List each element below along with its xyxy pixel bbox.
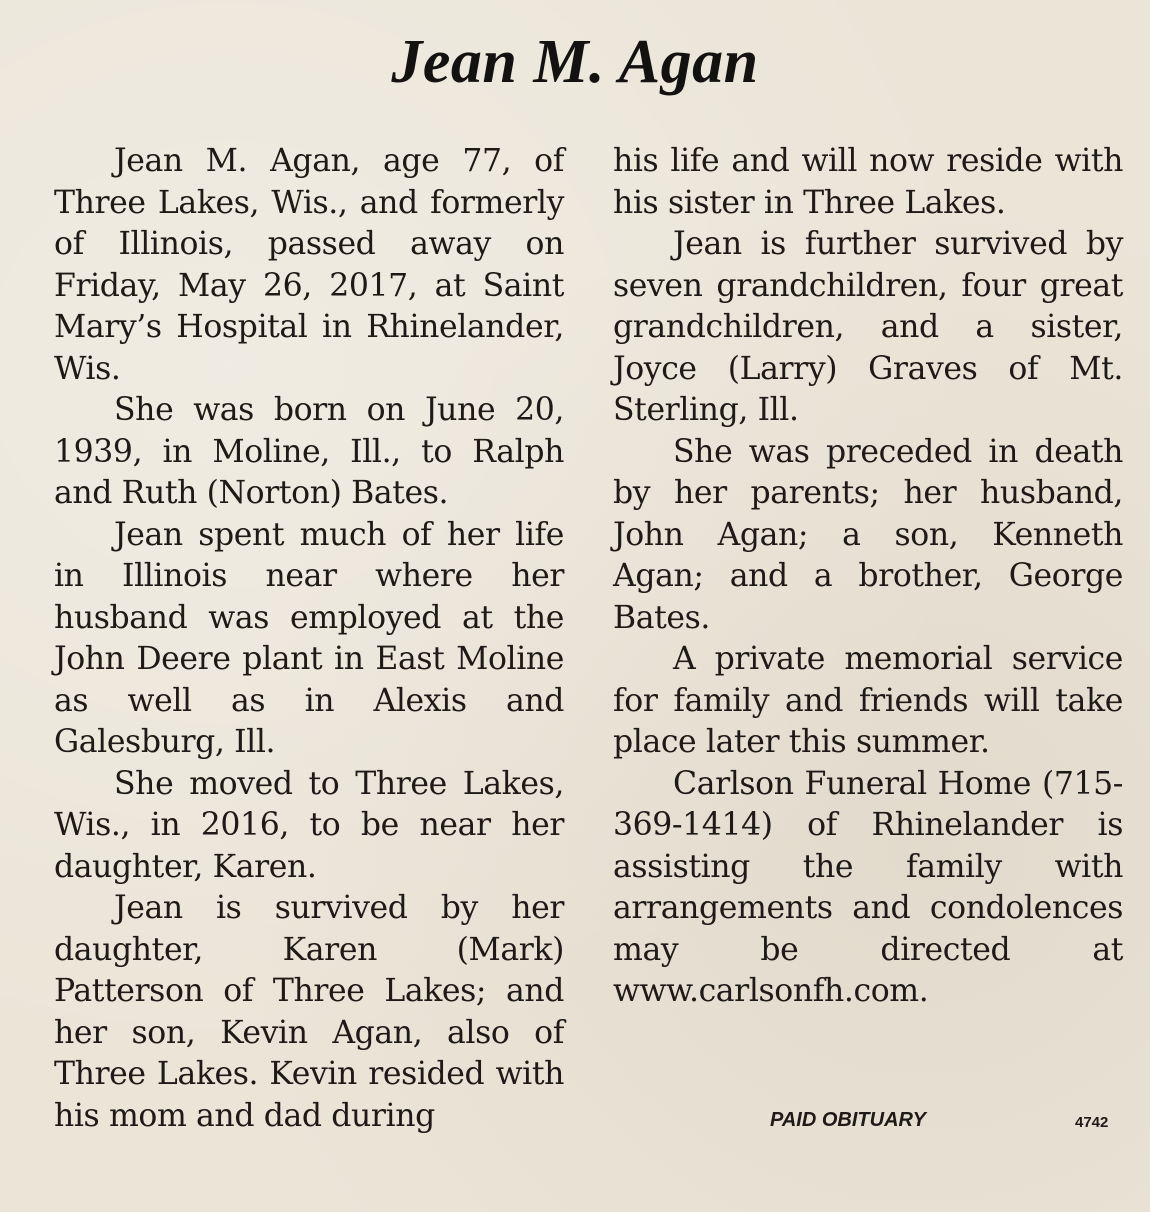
obituary-title: Jean M. Agan xyxy=(391,28,759,96)
right-column xyxy=(613,141,1123,1013)
paragraph-continued: his life and will now reside with his sister in Three Lakes. xyxy=(613,143,1123,221)
paragraph-moved: She moved to Three Lakes, Wis., in 2016, to be near her daughter, Karen. xyxy=(54,765,564,885)
paragraph-funeral-home: Carlson Funeral Home (715-369-1414) of Rhinelander is assisting the family with arrangements and condolences may be directed at www.carlsonfh.com. xyxy=(613,765,1123,1009)
paragraph-preceded: She was preceded in death by her parents; her husband, John Agan; a son, Kenneth Agan; and a brother, George Bates. xyxy=(613,433,1123,636)
paragraph-survived-by: Jean is survived by her daughter, Karen (Mark) Patterson of Three Lakes; and her son, Kevin Agan, also of Three Lakes. Kevin resided with his mom and dad during xyxy=(54,890,564,1134)
left-column xyxy=(54,141,564,1137)
paragraph-life-illinois: Jean spent much of her life in Illinois near where her husband was employed at the John Deere plant in East Moline as well as in Alexis and Galesburg, Ill. xyxy=(54,516,564,760)
paragraph-further-survived: Jean is further survived by seven grandchildren, four great grandchildren, and a sister, Joyce (Larry) Graves of Mt. Sterling, Ill. xyxy=(613,226,1123,428)
paragraph-death-notice: Jean M. Agan, age 77, of Three Lakes, Wis., and formerly of Illinois, passed away on Friday, May 26, 2017, at Saint Mary’s Hospital in Rhinelander, Wis. xyxy=(54,143,564,387)
paragraph-memorial: A private memorial service for family and friends will take place later this summer. xyxy=(613,641,1123,760)
ad-code: 4742 xyxy=(1075,1114,1109,1131)
paragraph-birth: She was born on June 20, 1939, in Moline, Ill., to Ralph and Ruth (Norton) Bates. xyxy=(54,392,564,511)
paid-obituary-label: PAID OBITUARY xyxy=(770,1109,926,1131)
